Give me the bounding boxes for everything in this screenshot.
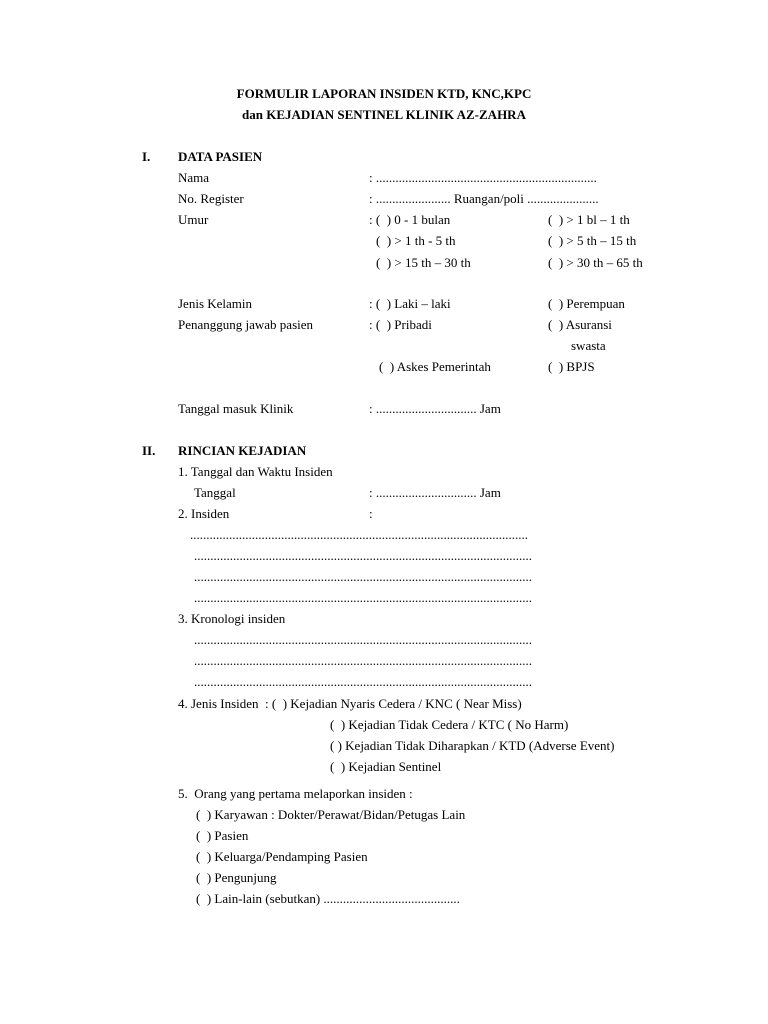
umur-option[interactable]: ( ) > 15 th – 30 th (376, 255, 471, 270)
pelapor-option[interactable]: ( ) Keluarga/Pendamping Pasien (196, 849, 368, 864)
penanggung-option-pribadi[interactable]: : ( ) Pribadi (369, 317, 432, 332)
umur-label: Umur (178, 212, 209, 227)
section1-numeral: I. (142, 149, 151, 164)
umur-option[interactable]: ( ) > 1 bl – 1 th (548, 212, 630, 227)
form-title-line2: dan KEJADIAN SENTINEL KLINIK AZ-ZAHRA (242, 107, 526, 122)
pelapor-label: 5. Orang yang pertama melaporkan insiden : (178, 786, 413, 801)
penanggung-option-bpjs[interactable]: ( ) BPJS (548, 359, 595, 374)
umur-option[interactable]: : ( ) 0 - 1 bulan (369, 212, 451, 227)
umur-option[interactable]: ( ) > 30 th – 65 th (548, 255, 643, 270)
tanggal-field[interactable]: : ............................... Jam (369, 485, 501, 500)
pelapor-option[interactable]: ( ) Karyawan : Dokter/Perawat/Bidan/Petugas Lain (196, 807, 466, 822)
section2-heading: RINCIAN KEJADIAN (178, 443, 307, 458)
kronologi-label: 3. Kronologi insiden (178, 611, 286, 626)
tanggal-masuk-field[interactable]: : ............................... Jam (369, 401, 501, 416)
item1-label: 1. Tanggal dan Waktu Insiden (178, 464, 333, 479)
kelamin-option-perempuan[interactable]: ( ) Perempuan (548, 296, 625, 311)
jenis-insiden-option[interactable]: ( ) Kejadian Sentinel (330, 759, 442, 774)
nama-label: Nama (178, 170, 210, 185)
jenis-insiden-label[interactable]: 4. Jenis Insiden : ( ) Kejadian Nyaris Cedera / KNC ( Near Miss) (178, 696, 522, 711)
nama-field[interactable]: : .................................................................... (369, 170, 597, 185)
tanggal-label: Tanggal (194, 485, 236, 500)
kronologi-line[interactable]: ........................................................................................................ (194, 653, 532, 668)
pelapor-option[interactable]: ( ) Pengunjung (196, 870, 277, 885)
insiden-colon: : (369, 506, 373, 521)
section1-heading: DATA PASIEN (178, 149, 263, 164)
umur-option[interactable]: ( ) > 5 th – 15 th (548, 233, 637, 248)
insiden-line[interactable]: ........................................................................................................ (194, 590, 532, 605)
kelamin-label: Jenis Kelamin (178, 296, 253, 311)
jenis-insiden-option[interactable]: ( ) Kejadian Tidak Diharapkan / KTD (Adverse Event) (330, 738, 615, 753)
register-label: No. Register (178, 191, 244, 206)
kronologi-line[interactable]: ........................................................................................................ (194, 632, 532, 647)
register-field[interactable]: : ....................... Ruangan/poli ...................... (369, 191, 599, 206)
tanggal-masuk-label: Tanggal masuk Klinik (178, 401, 294, 416)
penanggung-label: Penanggung jawab pasien (178, 317, 314, 332)
penanggung-option-asuransi-cont: swasta (571, 338, 606, 353)
kronologi-line[interactable]: ........................................................................................................ (194, 674, 532, 689)
insiden-line[interactable]: ........................................................................................................ (190, 527, 528, 542)
insiden-line[interactable]: ........................................................................................................ (194, 548, 532, 563)
form-title-line1: FORMULIR LAPORAN INSIDEN KTD, KNC,KPC (236, 86, 532, 101)
pelapor-option[interactable]: ( ) Pasien (196, 828, 249, 843)
section2-numeral: II. (142, 443, 156, 458)
pelapor-option[interactable]: ( ) Lain-lain (sebutkan) .......................................... (196, 891, 460, 906)
penanggung-option-asuransi[interactable]: ( ) Asuransi (548, 317, 612, 332)
kelamin-option-laki[interactable]: : ( ) Laki – laki (369, 296, 451, 311)
insiden-line[interactable]: ........................................................................................................ (194, 569, 532, 584)
penanggung-option-askes[interactable]: ( ) Askes Pemerintah (379, 359, 491, 374)
jenis-insiden-option[interactable]: ( ) Kejadian Tidak Cedera / KTC ( No Harm) (330, 717, 569, 732)
insiden-label: 2. Insiden (178, 506, 230, 521)
umur-option[interactable]: ( ) > 1 th - 5 th (376, 233, 456, 248)
